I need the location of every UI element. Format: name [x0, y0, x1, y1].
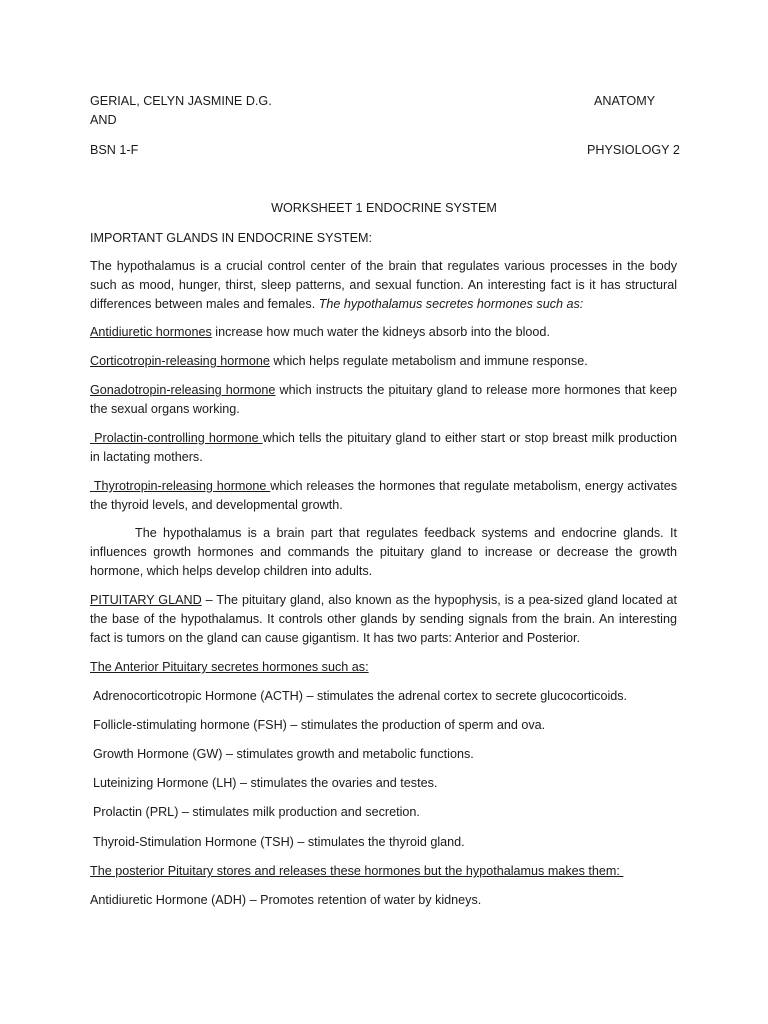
hypothalamus-intro	[90, 257, 677, 314]
header-and: AND	[90, 113, 117, 127]
list-item: Adrenocorticotropic Hormone (ACTH) – stimulates the adrenal cortex to secrete glucocorticoids.	[93, 689, 628, 703]
hormone-item	[90, 381, 677, 419]
list-item: Follicle-stimulating hormone (FSH) – stimulates the production of sperm and ova.	[93, 718, 546, 732]
hormone-item	[90, 429, 681, 467]
hormone-item	[90, 477, 681, 515]
list-item: Prolactin (PRL) – stimulates milk production and secretion.	[93, 805, 420, 819]
hormone-desc: increase how much water the kidneys absorb into the blood.	[211, 325, 550, 339]
subject-line-2: PHYSIOLOGY 2	[587, 143, 680, 157]
hormone-desc: which instructs the pituitary gland to release more hormones that keep the sexual organs working.	[90, 383, 677, 416]
hormone-desc: which releases the hormones that regulate metabolism, energy activates the thyroid levels, and developmental growth.	[90, 479, 681, 512]
subject-line-1: ANATOMY	[594, 94, 656, 108]
hormone-term: Gonadotropin-releasing hormone	[90, 383, 276, 397]
hormone-item	[90, 323, 677, 342]
list-item: Antidiuretic Hormone (ADH) – Promotes retention of water by kidneys.	[90, 893, 482, 907]
worksheet-title: WORKSHEET 1 ENDOCRINE SYSTEM	[271, 201, 497, 215]
hypothalamus-summary: The hypothalamus is a brain part that regulates feedback systems and endocrine glands. It influences growth hormones and commands the pituitary gland to increase or decrease the growth hormone, which helps develop children into adults.	[90, 526, 677, 578]
posterior-heading: The posterior Pituitary stores and releases these hormones but the hypothalamus makes them:	[90, 864, 624, 878]
hormone-term: Corticotropin-releasing hormone	[90, 354, 270, 368]
list-item: Luteinizing Hormone (LH) – stimulates the ovaries and testes.	[93, 776, 438, 790]
pituitary-text: – The pituitary gland, also known as the hypophysis, is a pea-sized gland located at the base of the hypothalamus. It controls other glands by sending signals from the brain. An interesting fact is tumors on the gland can cause gigantism. It has two parts: Anterior and Posterior.	[90, 593, 677, 645]
anterior-heading: The Anterior Pituitary secretes hormones such as:	[90, 660, 369, 674]
hormone-desc: which tells the pituitary gland to either start or stop breast milk production in lactating mothers.	[90, 431, 681, 464]
pituitary-term: PITUITARY GLAND	[90, 593, 202, 607]
section-label: BSN 1-F	[90, 143, 139, 157]
section-heading: IMPORTANT GLANDS IN ENDOCRINE SYSTEM:	[90, 231, 372, 245]
pituitary-paragraph	[90, 591, 677, 648]
hypothalamus-intro-text: The hypothalamus is a crucial control center of the brain that regulates various processes in the body such as mood, hunger, thirst, sleep patterns, and sexual function. An interesting fact is it has structural differences between males and females.	[90, 259, 677, 311]
hormone-term: Thyrotropin-releasing hormone	[90, 479, 271, 493]
hormone-desc: which helps regulate metabolism and immune response.	[269, 354, 588, 368]
hypothalamus-intro-italic: The hypothalamus secretes hormones such as:	[318, 297, 584, 311]
hormone-item	[90, 352, 677, 371]
hormone-term: Prolactin-controlling hormone	[90, 431, 263, 445]
hormone-term: Antidiuretic hormones	[90, 325, 212, 339]
student-name: GERIAL, CELYN JASMINE D.G.	[90, 94, 272, 108]
list-item: Thyroid-Stimulation Hormone (TSH) – stimulates the thyroid gland.	[93, 835, 465, 849]
list-item: Growth Hormone (GW) – stimulates growth and metabolic functions.	[93, 747, 474, 761]
